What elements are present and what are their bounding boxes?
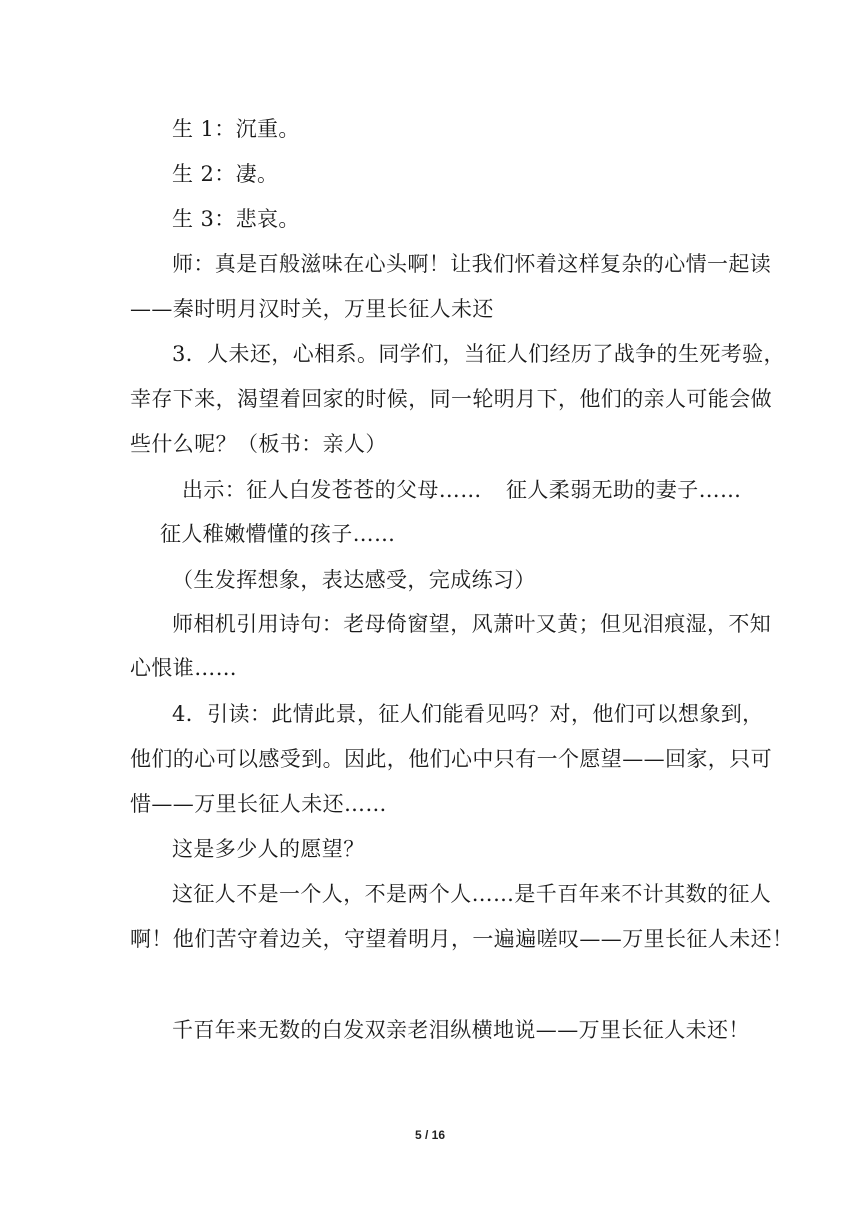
text-line: ——秦时明月汉时关，万里长征人未还 bbox=[130, 297, 494, 321]
text-line: 惜——万里长征人未还…… bbox=[130, 792, 387, 816]
text-line: 千百年来无数的白发双亲老泪纵横地说——万里长征人未还！ bbox=[172, 1018, 750, 1042]
text-line: 这是多少人的愿望？ bbox=[172, 837, 365, 861]
text-line: 生 3：悲哀。 bbox=[172, 207, 300, 231]
text-line: 幸存下来，渴望着回家的时候，同一轮明月下，他们的亲人可能会做 bbox=[130, 387, 772, 411]
text-line: 生 2：凄。 bbox=[172, 162, 279, 186]
text-line: 师：真是百般滋味在心头啊！让我们怀着这样复杂的心情一起读 bbox=[172, 252, 772, 276]
text-line: 他们的心可以感受到。因此，他们心中只有一个愿望——回家，只可 bbox=[130, 747, 772, 771]
text-line: 些什么呢？（板书：亲人） bbox=[130, 432, 387, 456]
text-line: 4．引读：此情此景，征人们能看见吗？对，他们可以想象到， bbox=[172, 702, 764, 726]
text-line: 啊！他们苦守着边关，守望着明月，一遍遍嗟叹——万里长征人未还！ bbox=[130, 927, 794, 951]
page-number: 5 / 16 bbox=[414, 1128, 446, 1142]
text-line: 师相机引用诗句：老母倚窗望，风萧叶又黄；但见泪痕湿，不知 bbox=[172, 612, 772, 636]
text-line: 征人柔弱无助的妻子…… bbox=[506, 478, 742, 502]
text-line: （生发挥想象，表达感受，完成练习） bbox=[172, 568, 536, 592]
text-line: 征人稚嫩懵懂的孩子…… bbox=[160, 522, 396, 546]
text-line: 心恨谁…… bbox=[130, 656, 237, 680]
text-line: 3．人未还，心相系。同学们，当征人们经历了战争的生死考验， bbox=[172, 342, 785, 366]
text-line: 生 1：沉重。 bbox=[172, 117, 300, 141]
text-line: 这征人不是一个人，不是两个人……是千百年来不计其数的征人 bbox=[172, 882, 772, 906]
text-line: 出示：征人白发苍苍的父母…… bbox=[182, 478, 482, 502]
